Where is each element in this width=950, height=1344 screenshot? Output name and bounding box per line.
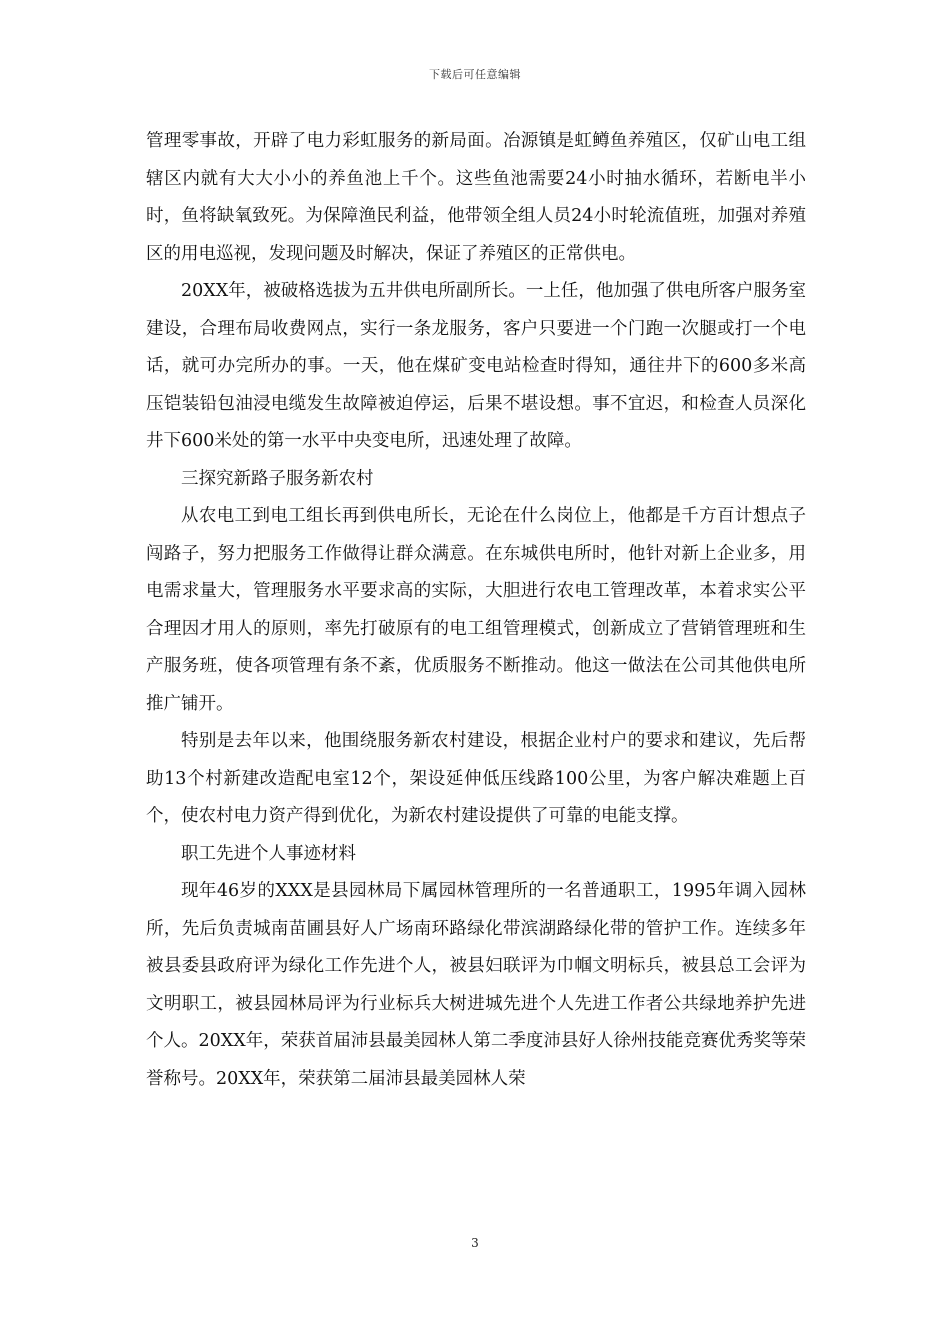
page-header-note: 下载后可任意编辑 [429, 68, 521, 81]
paragraph-2: 20XX年，被破格选拔为五井供电所副所长。一上任，他加强了供电所客户服务室建设，合理布局收费网点，实行一条龙服务，客户只要进一个门跑一次腿或打一个电话，就可办完所办的事。一天，他在煤矿变电站检查时得知，通往井下的600多米高压铠装铅包油浸电缆发生故障被迫停运，后果不堪设想。事不宜迟，和检查人员深化井下600米处的第一水平中央变电所，迅速处理了故障。 [146, 281, 806, 451]
paragraph-5: 现年46岁的XXX是县园林局下属园林管理所的一名普通职工，1995年调入园林所，先后负责城南苗圃县好人广场南环路绿化带滨湖路绿化带的管护工作。连续多年被县委县政府评为绿化工作先进个人，被县妇联评为巾帼文明标兵，被县总工会评为文明职工，被县园林局评为行业标兵大树进城先进个人先进工作者公共绿地养护先进个人。20XX年，荣获首届沛县最美园林人第二季度沛县好人徐州技能竞赛优秀奖等荣誉称号。20XX年，荣获第二届沛县最美园林人荣 [146, 881, 806, 1089]
paragraph-4: 特别是去年以来，他围绕服务新农村建设，根据企业村户的要求和建议，先后帮助13个村新建改造配电室12个，架设延伸低压线路100公里，为客户解决难题上百个，使农村电力资产得到优化，为新农村建设提供了可靠的电能支撑。 [146, 731, 806, 826]
page-number: 3 [471, 1236, 479, 1250]
section-heading-advanced-staff: 职工先进个人事迹材料 [181, 843, 356, 864]
paragraph-3: 从农电工到电工组长再到供电所长，无论在什么岗位上，他都是千方百计想点子闯路子，努力把服务工作做得让群众满意。在东城供电所时，他针对新上企业多，用电需求量大，管理服务水平要求高的实际，大胆进行农电工管理改革，本着求实公平合理因才用人的原则，率先打破原有的电工组管理模式，创新成立了营销管理班和生产服务班，使各项管理有条不紊，优质服务不断推动。他这一做法在公司其他供电所推广铺开。 [146, 506, 806, 714]
paragraph-1: 管理零事故，开辟了电力彩虹服务的新局面。冶源镇是虹鳟鱼养殖区，仅矿山电工组辖区内就有大大小小的养鱼池上千个。这些鱼池需要24小时抽水循环，若断电半小时，鱼将缺氧致死。为保障渔民利益，他带领全组人员24小时轮流值班，加强对养殖区的用电巡视，发现问题及时解决，保证了养殖区的正常供电。 [146, 131, 806, 264]
section-heading-new-countryside: 三探究新路子服务新农村 [181, 468, 374, 489]
document-body [146, 123, 806, 1098]
